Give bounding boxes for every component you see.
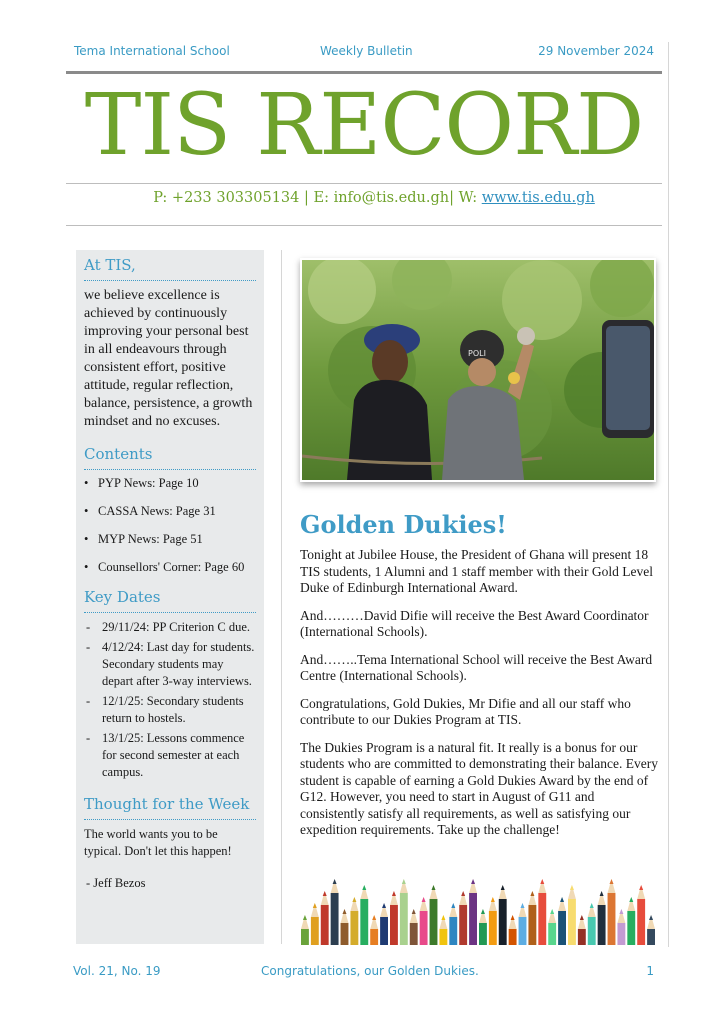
key-date-item: - 29/11/24: PP Criterion C due. bbox=[84, 619, 256, 636]
pencil-lead bbox=[639, 885, 643, 890]
pencil-lead bbox=[323, 891, 327, 896]
at-tis-text: we believe excellence is achieved by continuously improving your personal best in all endeavours through consistent effort, positive attitude, regular reflection, balance, persistence, a growth mindset and no excuses. bbox=[84, 288, 253, 429]
page-border-right bbox=[668, 42, 669, 947]
footer bbox=[66, 964, 662, 982]
school-name: Tema International School bbox=[74, 44, 230, 58]
pencil-lead bbox=[511, 915, 515, 920]
pencil-lead bbox=[441, 915, 445, 920]
pencil-lead bbox=[451, 903, 455, 908]
sidebar bbox=[76, 250, 264, 944]
pencil-lead bbox=[570, 885, 574, 890]
article-paragraph: The Dukies Program is a natural fit. It really is a bonus for our students who are committed to demonstrating their balance. Every student is capable of earning a Gold Dukies Award by the end of G12. However, you need to start in August of G11 and consistently satisfy all requirements, as well as satisfying our expedition requirements. Take up the challenge! bbox=[300, 739, 659, 837]
pencil-body bbox=[469, 893, 477, 945]
pencil-body bbox=[449, 917, 457, 945]
pencil-lead bbox=[600, 891, 604, 896]
contents-item: • Counsellors' Corner: Page 60 bbox=[84, 560, 256, 575]
pencil-body bbox=[598, 905, 606, 945]
volume-number: Vol. 21, No. 19 bbox=[73, 964, 161, 978]
pencil-body bbox=[647, 929, 655, 945]
article-paragraph: And………David Difie will receive the Best Award Coordinator (International Schools). bbox=[300, 607, 649, 639]
contact-divider bbox=[66, 225, 662, 226]
pencil-body bbox=[301, 929, 309, 945]
masthead-divider bbox=[66, 183, 662, 184]
key-date-item: - 12/1/25: Secondary students return to hostels. bbox=[84, 693, 256, 727]
pencil-body bbox=[568, 899, 576, 945]
column-divider bbox=[281, 250, 282, 944]
pencil-body bbox=[370, 929, 378, 945]
pencil-lead bbox=[461, 891, 465, 896]
article-paragraph: Tonight at Jubilee House, the President of Ghana will present 18 TIS students, 1 Alumni and 1 staff member with their Gold Level Duke of Edinburgh International Award. bbox=[300, 547, 653, 595]
pencil-lead bbox=[422, 897, 426, 902]
bulletin-label: Weekly Bulletin bbox=[320, 44, 413, 58]
top-bar bbox=[66, 44, 662, 62]
pencil-body bbox=[479, 923, 487, 945]
contact-line bbox=[66, 190, 662, 212]
pencil-lead bbox=[530, 891, 534, 896]
pencil-body bbox=[390, 905, 398, 945]
key-date-item: - 4/12/24: Last day for students. Secondary students may depart after 3-way interviews. bbox=[84, 639, 256, 690]
pencil-lead bbox=[610, 879, 614, 884]
page-number: 1 bbox=[646, 964, 654, 978]
pencil-body bbox=[617, 923, 625, 945]
pencil-body bbox=[410, 923, 418, 945]
issue-date: 29 November 2024 bbox=[538, 44, 654, 58]
pencil-body bbox=[439, 929, 447, 945]
dukies-photo bbox=[300, 258, 656, 482]
pencil-lead bbox=[619, 909, 623, 914]
thought-text: The world wants you to be typical. Don't let this happen! bbox=[84, 827, 232, 858]
pencil-body bbox=[548, 923, 556, 945]
at-tis-heading: At TIS, bbox=[84, 256, 256, 281]
pencil-lead bbox=[560, 897, 564, 902]
pencil-body bbox=[509, 929, 517, 945]
pencil-body bbox=[519, 917, 527, 945]
pencil-body bbox=[321, 905, 329, 945]
pencil-body bbox=[430, 899, 438, 945]
footer-caption: Congratulations, our Golden Dukies. bbox=[261, 964, 479, 978]
pencil-body bbox=[588, 917, 596, 945]
pencil-lead bbox=[352, 897, 356, 902]
pencil-body bbox=[558, 911, 566, 945]
pencil-body bbox=[627, 911, 635, 945]
pencil-lead bbox=[580, 915, 584, 920]
pencil-body bbox=[578, 929, 586, 945]
contents-heading: Contents bbox=[84, 445, 256, 470]
main-article bbox=[300, 510, 660, 850]
key-dates-heading: Key Dates bbox=[84, 588, 256, 613]
pencil-body bbox=[350, 911, 358, 945]
pencil-lead bbox=[432, 885, 436, 890]
thought-author: - Jeff Bezos bbox=[86, 876, 146, 890]
helmet-text: POLI bbox=[468, 349, 486, 358]
key-date-item: - 13/1/25: Lessons commence for second semester at each campus. bbox=[84, 730, 256, 781]
pencil-lead bbox=[372, 915, 376, 920]
contents-item: • MYP News: Page 51 bbox=[84, 532, 256, 547]
pencil-lead bbox=[333, 879, 337, 884]
pencil-lead bbox=[303, 915, 307, 920]
pencil-lead bbox=[629, 897, 633, 902]
pencil-lead bbox=[382, 903, 386, 908]
masthead-title: TIS RECORD bbox=[84, 76, 644, 175]
pencil-lead bbox=[501, 885, 505, 890]
pencil-body bbox=[608, 893, 616, 945]
pencil-body bbox=[400, 893, 408, 945]
pencil-lead bbox=[481, 909, 485, 914]
pencil-body bbox=[459, 905, 467, 945]
pencils-graphic bbox=[300, 855, 656, 945]
pencil-body bbox=[420, 911, 428, 945]
pencil-lead bbox=[392, 891, 396, 896]
pencil-lead bbox=[313, 903, 317, 908]
pencil-lead bbox=[471, 879, 475, 884]
pencil-body bbox=[341, 923, 349, 945]
pencil-body bbox=[331, 893, 339, 945]
article-headline: Golden Dukies! bbox=[300, 510, 507, 539]
article-paragraph: And……..Tema International School will receive the Best Award Centre (International Schools). bbox=[300, 651, 653, 683]
pencil-lead bbox=[412, 909, 416, 914]
pencil-body bbox=[499, 899, 507, 945]
pencil-body bbox=[489, 911, 497, 945]
pencil-lead bbox=[491, 897, 495, 902]
article-paragraph: Congratulations, Gold Dukies, Mr Difie and all our staff who contribute to our Dukies Program at TIS. bbox=[300, 695, 631, 727]
pencil-body bbox=[380, 917, 388, 945]
key-dates-list bbox=[84, 619, 256, 781]
pencil-lead bbox=[590, 903, 594, 908]
pencil-body bbox=[528, 905, 536, 945]
pencil-body bbox=[538, 893, 546, 945]
pencil-lead bbox=[550, 909, 554, 914]
contents-item: • CASSA News: Page 31 bbox=[84, 504, 256, 519]
pencil-lead bbox=[343, 909, 347, 914]
pencil-lead bbox=[521, 903, 525, 908]
contact-details: P: +233 303305134 | E: info@tis.edu.gh| W: bbox=[153, 190, 482, 206]
pencil-lead bbox=[540, 879, 544, 884]
pencil-lead bbox=[362, 885, 366, 890]
pencil-body bbox=[360, 899, 368, 945]
pencil-body bbox=[637, 899, 645, 945]
pencil-lead bbox=[649, 915, 653, 920]
pencil-body bbox=[311, 917, 319, 945]
photo-illustration bbox=[302, 260, 654, 480]
website-link[interactable]: www.tis.edu.gh bbox=[481, 190, 595, 206]
contents-list bbox=[84, 476, 256, 575]
contents-item: • PYP News: Page 10 bbox=[84, 476, 256, 491]
thought-heading: Thought for the Week bbox=[84, 795, 256, 820]
pencils-illustration bbox=[300, 855, 656, 945]
pencil-lead bbox=[402, 879, 406, 884]
